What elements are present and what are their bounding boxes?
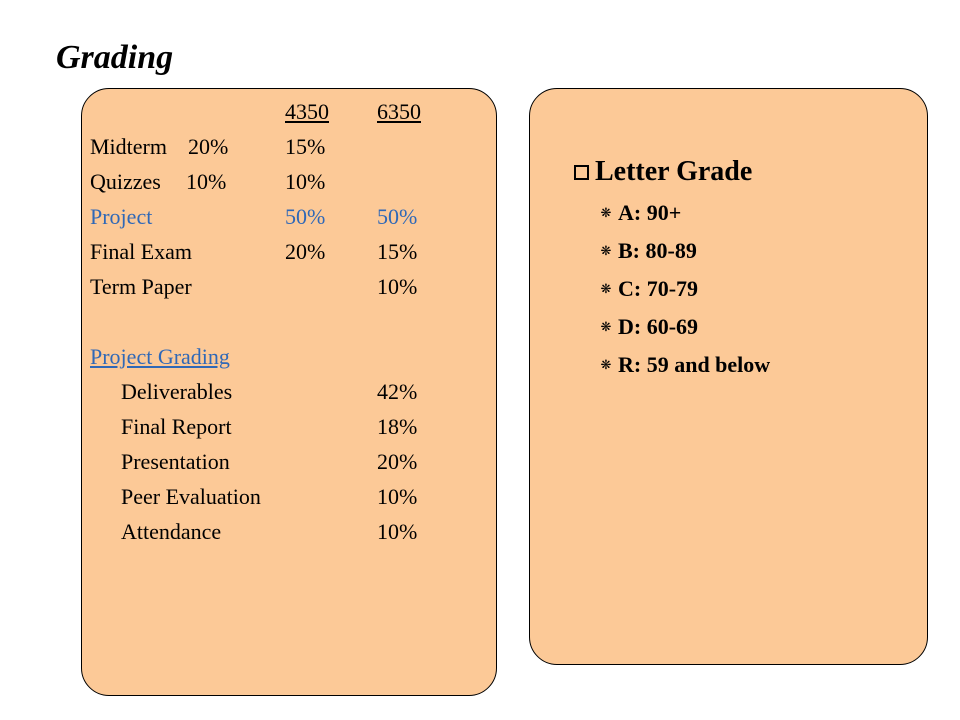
midterm-label: Midterm [90, 134, 167, 159]
column-6350-header: 6350 [377, 99, 421, 124]
project-4350-value: 50% [285, 204, 326, 229]
presentation-value: 20% [377, 449, 418, 474]
grade-b-text: B: 80-89 [618, 238, 697, 263]
page-title: Grading [56, 39, 174, 76]
final-exam-label: Final Exam [90, 239, 193, 264]
grade-item-r [599, 346, 770, 384]
grade-d-text: D: 60-69 [618, 314, 699, 339]
project-label: Project [90, 204, 153, 229]
course-weighting-panel [81, 88, 497, 696]
column-4350-header: 4350 [285, 99, 329, 124]
letter-grade-list [574, 152, 770, 384]
snowflake-asterisk-icon: ❋ [600, 319, 612, 335]
square-outline-icon [574, 165, 589, 180]
deliverables-label: Deliverables [121, 379, 233, 404]
grade-item-c [599, 270, 770, 308]
grade-c-text: C: 70-79 [618, 276, 699, 301]
midterm-4350-value: 20% [188, 134, 229, 159]
letter-grade-heading-text: Letter Grade [595, 156, 753, 187]
snowflake-asterisk-icon: ❋ [600, 281, 612, 297]
final-exam-4350-value: 20% [285, 239, 326, 264]
final-report-value: 18% [377, 414, 418, 439]
grade-item-b [599, 232, 770, 270]
midterm-6350-value: 15% [285, 134, 326, 159]
letter-grade-panel [529, 88, 928, 665]
term-paper-label: Term Paper [90, 274, 192, 299]
peer-evaluation-label: Peer Evaluation [121, 484, 261, 509]
term-paper-6350-value: 10% [377, 274, 418, 299]
presentation-label: Presentation [121, 449, 230, 474]
letter-grade-heading [574, 152, 770, 192]
attendance-value: 10% [377, 519, 418, 544]
project-6350-value: 50% [377, 204, 418, 229]
grade-item-d [599, 308, 770, 346]
quizzes-6350-value: 10% [285, 169, 326, 194]
grade-r-text: R: 59 and below [618, 352, 771, 377]
snowflake-asterisk-icon: ❋ [600, 357, 612, 373]
snowflake-asterisk-icon: ❋ [600, 205, 612, 221]
deliverables-value: 42% [377, 379, 418, 404]
quizzes-label: Quizzes [90, 169, 161, 194]
quizzes-4350-value: 10% [186, 169, 227, 194]
grade-a-text: A: 90+ [618, 200, 682, 225]
grade-item-a [599, 194, 770, 232]
project-grading-link[interactable]: Project Grading [90, 344, 230, 369]
final-report-label: Final Report [121, 414, 232, 439]
attendance-label: Attendance [121, 519, 222, 544]
final-exam-6350-value: 15% [377, 239, 418, 264]
snowflake-asterisk-icon: ❋ [600, 243, 612, 259]
peer-evaluation-value: 10% [377, 484, 418, 509]
